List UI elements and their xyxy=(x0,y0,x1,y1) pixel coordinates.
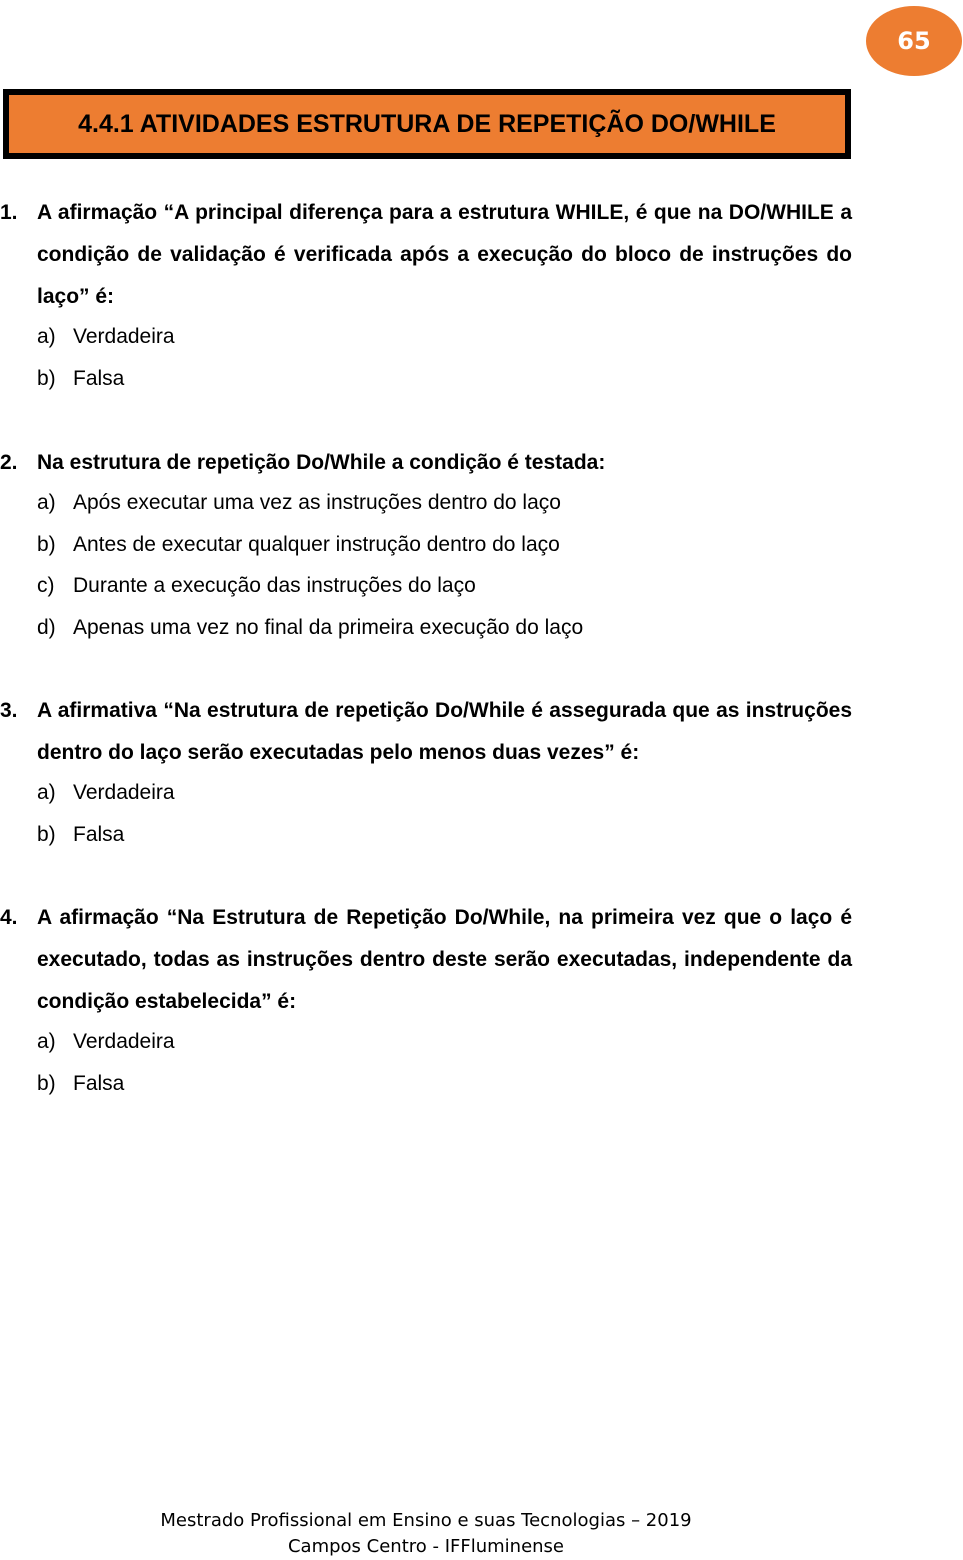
option-3b xyxy=(37,814,124,856)
option-2c xyxy=(37,565,476,607)
option-letter: d) xyxy=(37,616,56,639)
option-text: Após executar uma vez as instruções dentro do laço xyxy=(73,491,561,514)
footer-line-2: Campos Centro - IFFluminense xyxy=(287,1536,565,1557)
page-number-badge xyxy=(866,6,962,76)
option-letter: b) xyxy=(37,533,56,556)
page-number: 65 xyxy=(897,27,931,55)
question-number: 4. xyxy=(0,906,18,929)
question-text: A afirmação “A principal diferença para a estrutura WHILE, é que na DO/WHILE a condição de validação é verificada após a execução do bloco de instruções do laço” é: xyxy=(37,201,852,308)
question-number: 3. xyxy=(0,699,18,722)
option-text: Verdadeira xyxy=(73,1030,175,1053)
option-2b xyxy=(37,524,560,566)
section-title-box xyxy=(3,89,851,159)
footer-line-1: Mestrado Profissional em Ensino e suas Tecnologias – 2019 xyxy=(160,1510,692,1531)
option-text: Apenas uma vez no final da primeira execução do laço xyxy=(73,616,584,639)
option-1b xyxy=(37,358,124,400)
question-text: A afirmação “Na Estrutura de Repetição Do/While, na primeira vez que o laço é executado, todas as instruções dentro deste serão executadas, independente da condição estabelecida” é: xyxy=(37,906,852,1013)
option-text: Falsa xyxy=(73,1072,125,1095)
question-number: 2. xyxy=(0,451,18,474)
option-text: Antes de executar qualquer instrução dentro do laço xyxy=(73,533,560,556)
question-number: 1. xyxy=(0,201,18,224)
section-title: 4.4.1 ATIVIDADES ESTRUTURA DE REPETIÇÃO DO/WHILE xyxy=(78,109,776,138)
option-letter: a) xyxy=(37,781,56,804)
option-letter: b) xyxy=(37,367,56,390)
option-3a xyxy=(37,772,175,814)
option-text: Falsa xyxy=(73,367,125,390)
option-4b xyxy=(37,1063,124,1105)
option-2d xyxy=(37,607,583,649)
option-letter: c) xyxy=(37,574,55,597)
option-1a xyxy=(37,316,175,358)
option-letter: a) xyxy=(37,491,56,514)
option-text: Verdadeira xyxy=(73,325,175,348)
question-text: Na estrutura de repetição Do/While a condição é testada: xyxy=(37,451,606,474)
option-4a xyxy=(37,1021,175,1063)
option-text: Verdadeira xyxy=(73,781,175,804)
option-2a xyxy=(37,482,561,524)
question-text: A afirmativa “Na estrutura de repetição Do/While é assegurada que as instruções dentro do laço serão executadas pelo menos duas vezes” é: xyxy=(37,699,852,764)
option-letter: b) xyxy=(37,1072,56,1095)
option-text: Falsa xyxy=(73,823,125,846)
option-letter: b) xyxy=(37,823,56,846)
option-letter: a) xyxy=(37,1030,56,1053)
option-letter: a) xyxy=(37,325,56,348)
option-text: Durante a execução das instruções do laço xyxy=(73,574,476,597)
